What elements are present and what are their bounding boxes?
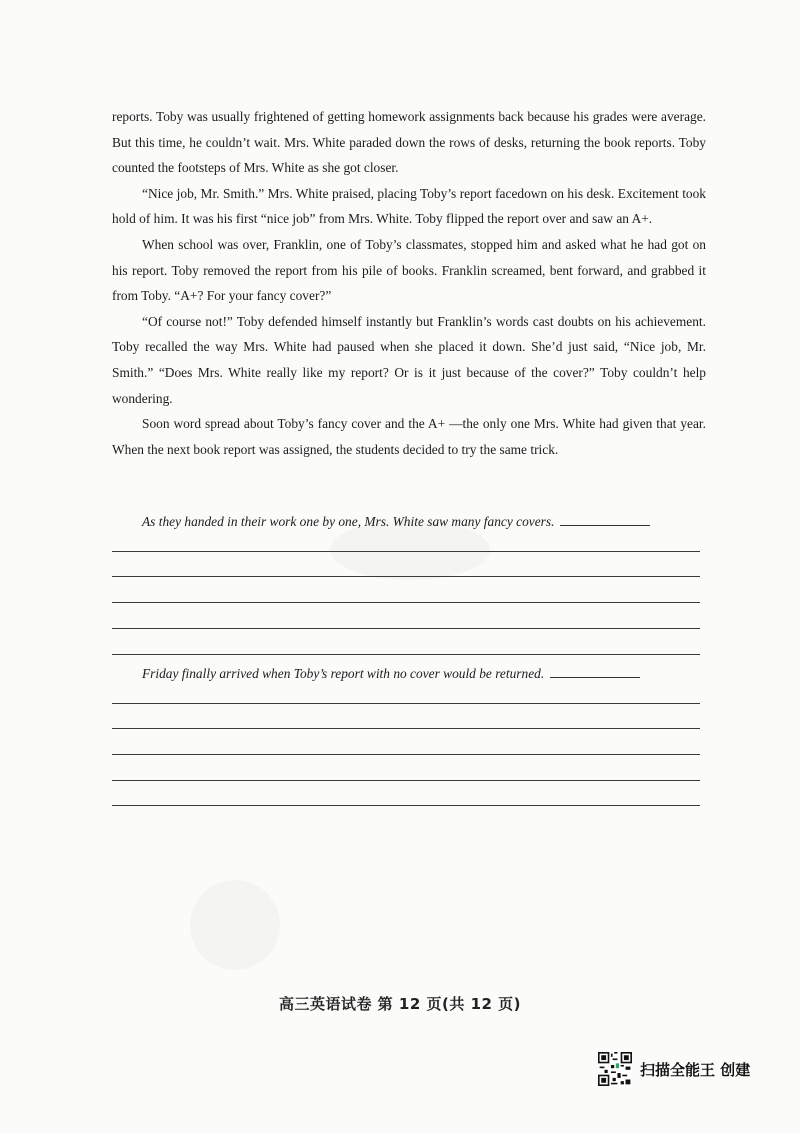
scanner-label: 扫描全能王 创建 xyxy=(640,1060,751,1079)
answer-line[interactable] xyxy=(112,728,700,729)
scanner-watermark xyxy=(598,1052,750,1086)
answer-line[interactable] xyxy=(112,602,700,603)
qr-code-icon xyxy=(598,1052,632,1086)
paragraph: “Of course not!” Toby defended himself instantly but Franklin’s words cast doubts on his achievement. Toby recalled the way Mrs. White had paused when she placed it down. She’d just said, “Nice job, Mr. Smith.” “Does Mrs. White really like my report? Or is it just because of the cover?” Toby couldn’t help wondering. xyxy=(112,313,706,406)
answer-line[interactable] xyxy=(112,576,700,577)
scan-smudge xyxy=(190,880,280,970)
paragraph: When school was over, Franklin, one of Toby’s classmates, stopped him and asked what he had got on his report. Toby removed the report from his pile of books. Franklin screamed, bent forward, and grabbed it from Toby. “A+? For your fancy cover?” xyxy=(112,236,706,304)
prompt-text: Friday finally arrived when Toby’s report with no cover would be returned. xyxy=(142,666,545,681)
answer-line[interactable] xyxy=(112,703,700,704)
continuation-prompt-2 xyxy=(112,664,706,684)
answer-line[interactable] xyxy=(112,754,700,755)
page-footer: 高三英语试卷 第 12 页(共 12 页) xyxy=(278,995,522,1013)
answer-blank[interactable] xyxy=(560,524,650,526)
paragraph: “Nice job, Mr. Smith.” Mrs. White praised, placing Toby’s report facedown on his desk. Excitement took hold of him. It was his first “nice job” from Mrs. White. Toby flipped the report over and saw an A+. xyxy=(112,185,706,227)
answer-line[interactable] xyxy=(112,551,700,552)
answer-line[interactable] xyxy=(112,805,700,806)
prompt-text: As they handed in their work one by one, Mrs. White saw many fancy covers. xyxy=(142,514,555,529)
paragraph: reports. Toby was usually frightened of getting homework assignments back because his grades were average. But this time, he couldn’t wait. Mrs. White paraded down the rows of desks, returning the book reports. Toby counted the footsteps of Mrs. White as she got closer. xyxy=(112,109,706,176)
answer-line[interactable] xyxy=(112,654,700,655)
story-passage xyxy=(112,104,706,462)
paragraph: Soon word spread about Toby’s fancy cover and the A+ —the only one Mrs. White had given that year. When the next book report was assigned, the students decided to try the same trick. xyxy=(112,416,706,457)
answer-line[interactable] xyxy=(112,780,700,781)
continuation-prompt-1 xyxy=(112,512,706,532)
answer-blank[interactable] xyxy=(550,676,640,678)
answer-line[interactable] xyxy=(112,628,700,629)
